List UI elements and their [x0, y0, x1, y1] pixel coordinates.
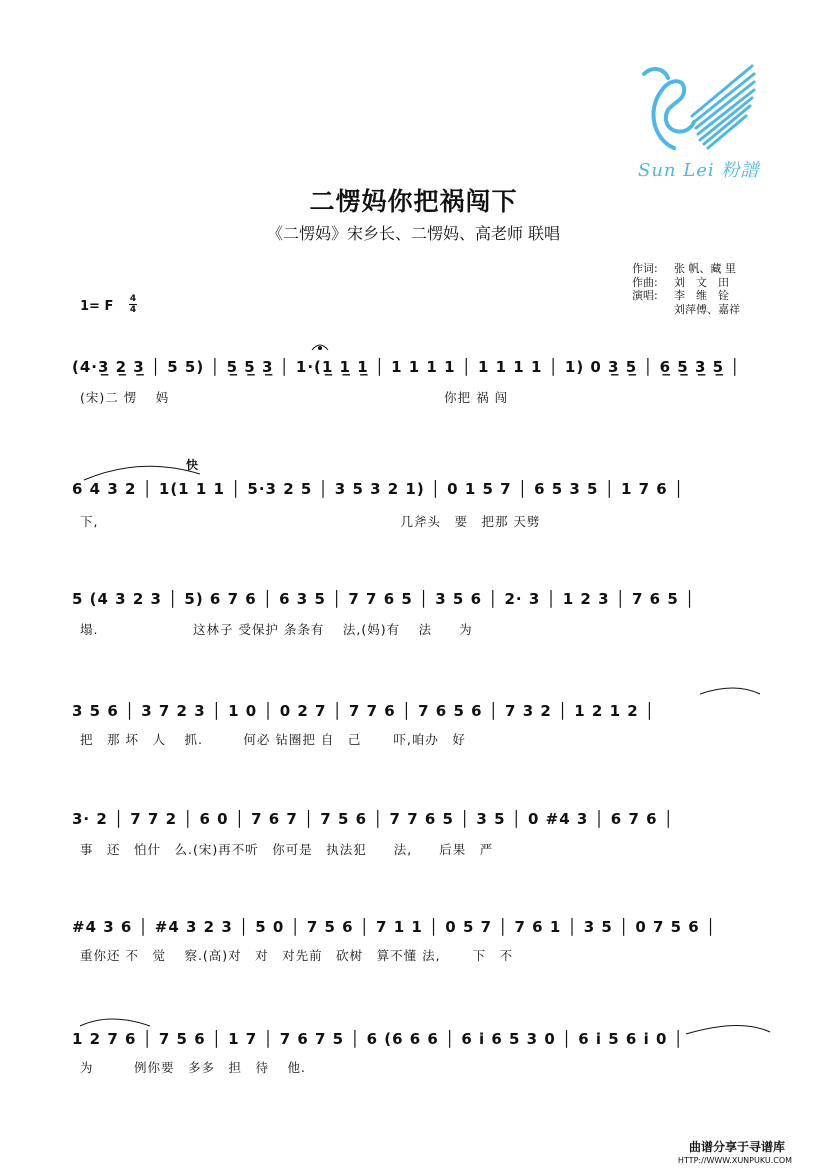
notation-line-1: (4·3̲ 2̲ 3̲ │ 5 5) │ 5̲ 5̲ 3̲ │ 1·(1̲ 1̲ 1̲ │ 1 1 1 1 │ 1 1 1 1 │ 1) 0 3̲ 5̲ │ 6̲ 5̲ 3̲ 5̲ │ — [72, 358, 741, 376]
credit-singer: 演唱: 李 维 铨 — [632, 289, 729, 302]
slur-3 — [700, 688, 760, 694]
song-subtitle: 《二愣妈》宋乡长、二愣妈、高老师 联唱 — [266, 224, 561, 243]
song-title: 二愣妈你把祸闯下 — [309, 187, 518, 216]
credit-singer-2: 刘萍傅、嘉祥 — [674, 302, 740, 316]
lyric-line-7: 为 例你要 多多 担 待 他. — [80, 1060, 306, 1075]
lyric-line-1: (宋)二 愣 妈 你把 祸 闯 — [80, 390, 509, 405]
lyric-line-3: 塌. 这林子 受保护 条条有 法,(妈)有 法 为 — [80, 622, 473, 637]
tempo-mark: 快 — [186, 458, 199, 472]
slur-2 — [686, 1025, 770, 1034]
key-signature: 1= F — [80, 299, 114, 314]
slur-4 — [80, 1019, 150, 1026]
notation-line-7: 1 2 7 6 │ 7 5 6 │ 1 7 │ 7 6 7 5 │ 6 (6 6 6 │ 6 i 6 5 3 0 │ 6 i 5 6 i 0 │ — [72, 1030, 684, 1048]
notation-line-3: 5 (4 3 2 3 │ 5) 6 7 6 │ 6 3 5 │ 7 7 6 5 │ 3 5 6 │ 2· 3 │ 1 2 3 │ 7 6 5 │ — [72, 590, 696, 608]
notation-line-5: 3· 2 │ 7 7 2 │ 6 0 │ 7 6 7 │ 7 5 6 │ 7 7 6 5 │ 3 5 │ 0 #4 3 │ 6 7 6 │ — [72, 810, 674, 828]
notation-line-6: #4 3 6 │ #4 3 2 3 │ 5 0 │ 7 5 6 │ 7 1 1 │ 0 5 7 │ 7 6 1 │ 3 5 │ 0 7 5 6 │ — [72, 918, 716, 936]
lyric-line-6: 重你还 不 觉 察.(高)对 对 对先前 砍树 算不懂 法, 下 不 — [80, 948, 514, 963]
footer-credit: 曲谱分享于寻谱库 — [688, 1140, 785, 1154]
credit-lyricist: 作词: 张 帆、藏 里 — [632, 262, 736, 275]
time-signature: 4 4 — [129, 294, 137, 315]
lyric-line-2: 下, 几斧头 要 把那 天劈 — [80, 514, 541, 529]
slur-1 — [84, 466, 200, 480]
notation-line-2: 6 4 3 2 │ 1(1 1 1 │ 5·3 2 5 │ 3 5 3 2 1) │ 0 1 5 7 │ 6 5 3 5 │ 1 7 6 │ — [72, 480, 684, 498]
lyric-line-5: 事 还 怕什 么.(宋)再不听 你可是 执法犯 法, 后果 严 — [80, 842, 494, 857]
credit-composer: 作曲: 刘 文 田 — [632, 275, 729, 289]
footer-url[interactable]: HTTP://WWW.XUNPUKU.COM — [677, 1156, 793, 1165]
logo-text: Sun Lei 粉譜 — [638, 160, 760, 181]
notation-line-4: 3 5 6 │ 3 7 2 3 │ 1 0 │ 0 2 7 │ 7 7 6 │ 7 6 5 6 │ 7 3 2 │ 1 2 1 2 │ — [72, 702, 655, 720]
lyric-line-4: 把 那 坏 人 抓. 何必 钻圈把 自 己 吓,咱办 好 — [80, 732, 466, 747]
fermata-dot — [318, 346, 322, 350]
